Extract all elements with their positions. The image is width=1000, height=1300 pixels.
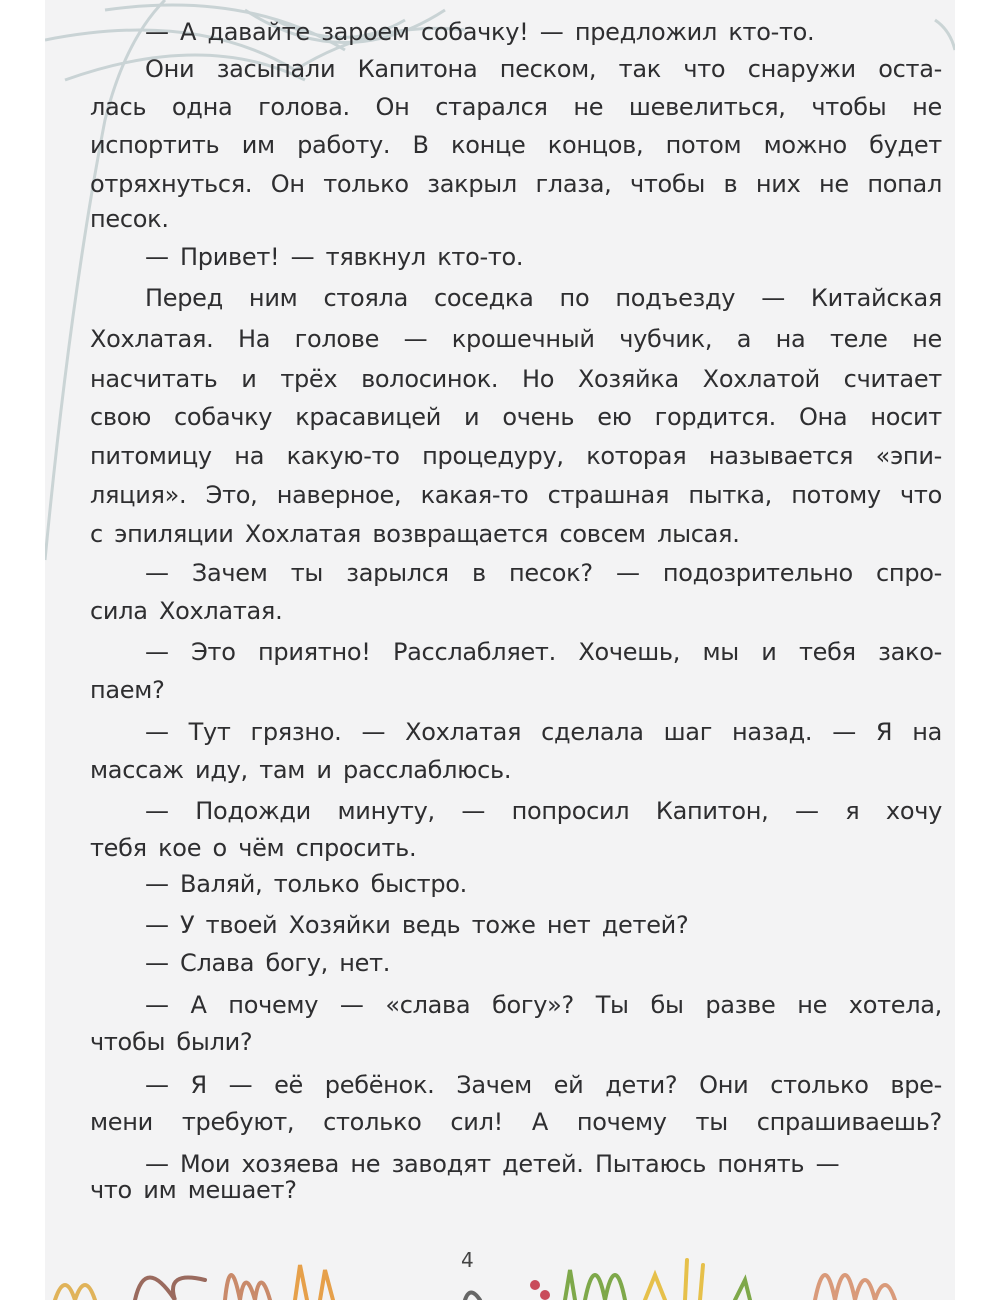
text-line: Они засыпали Капитона песком, так что снаружи оста- (145, 55, 942, 83)
text-line: — А давайте зароем собачку! — предложил кто-то. (145, 18, 815, 46)
text-line: паем? (90, 676, 165, 704)
text-line: — Мои хозяева не заводят детей. Пытаюсь понять — (145, 1150, 840, 1178)
text-line: сила Хохлатая. (90, 597, 283, 625)
text-line: что им мешает? (90, 1176, 297, 1204)
text-line: — А почему — «слава богу»? Ты бы разве не хотела, (145, 991, 942, 1019)
text-line: мени требуют, столько сил! А почему ты спрашиваешь? (90, 1108, 942, 1136)
text-line: — Привет! — тявкнул кто-то. (145, 243, 524, 271)
text-line: питомицу на какую-то процедуру, которая называется «эпи- (90, 442, 942, 470)
text-line: — Подожди минуту, — попросил Капитон, — я хочу (145, 797, 942, 825)
text-line: тебя кое о чём спросить. (90, 834, 417, 862)
text-line: ляция». Это, наверное, какая-то страшная пытка, потому что (90, 481, 942, 509)
text-line: испортить им работу. В конце концов, потом можно будет (90, 131, 942, 159)
text-line: насчитать и трёх волосинок. Но Хозяйка Хохлатой считает (90, 365, 942, 393)
text-line: Перед ним стояла соседка по подъезду — Китайская (145, 284, 942, 312)
text-line: свою собачку красавицей и очень ею гордится. Она носит (90, 403, 942, 431)
text-line: — Слава богу, нет. (145, 949, 391, 977)
text-line: — Это приятно! Расслабляет. Хочешь, мы и тебя зако- (145, 638, 942, 666)
text-line: — Тут грязно. — Хохлатая сделала шаг назад. — Я на (145, 718, 942, 746)
text-line: Хохлатая. На голове — крошечный чубчик, а на теле не (90, 325, 942, 353)
text-line: песок. (90, 205, 169, 233)
text-line: лась одна голова. Он старался не шевелиться, чтобы не (90, 93, 942, 121)
grass-border-illustration (45, 1240, 955, 1300)
page-number: 4 (461, 1248, 474, 1272)
text-line: — Зачем ты зарылся в песок? — подозрительно спро- (145, 559, 942, 587)
text-line: массаж иду, там и расслаблюсь. (90, 756, 512, 784)
text-line: чтобы были? (90, 1028, 253, 1056)
text-line: — Я — её ребёнок. Зачем ей дети? Они столько вре- (145, 1071, 942, 1099)
text-line: отряхнуться. Он только закрыл глаза, чтобы в них не попал (90, 170, 942, 198)
text-line: — У твоей Хозяйки ведь тоже нет детей? (145, 911, 689, 939)
text-line: с эпиляции Хохлатая возвращается совсем лысая. (90, 520, 740, 548)
text-line: — Валяй, только быстро. (145, 870, 467, 898)
